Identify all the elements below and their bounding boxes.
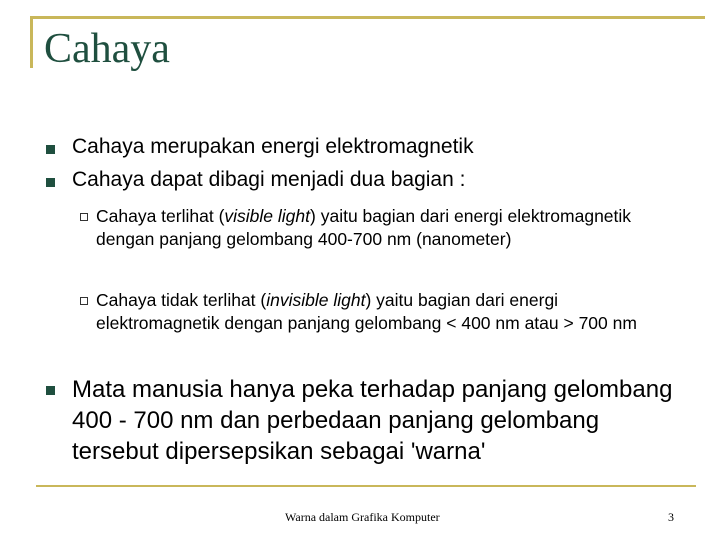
sub-bullet-2-post: ) yaitu bagian dari energi elektromagnetik dengan panjang gelombang < 400 nm atau > 700 nm — [96, 290, 637, 333]
sub-bullet-1-pre: Cahaya terlihat ( — [96, 206, 225, 226]
bullet-square-icon — [46, 145, 55, 154]
sub-bullet-1-italic: visible light — [224, 206, 311, 226]
bullet-square-icon — [46, 178, 55, 187]
top-border-line — [30, 16, 705, 19]
sub-bullet-2-italic: invisible light — [266, 290, 366, 310]
footer-title: Warna dalam Grafika Komputer — [285, 510, 440, 524]
slide-title: Cahaya — [44, 26, 170, 72]
bullet-1-text: Cahaya merupakan energi elektromagnetik — [72, 135, 474, 158]
bullet-square-icon — [46, 386, 55, 395]
page-number: 3 — [668, 510, 674, 524]
footer-divider — [36, 485, 696, 487]
bullet-2-text: Cahaya dapat dibagi menjadi dua bagian : — [72, 168, 466, 191]
sub-bullet-2-pre: Cahaya tidak terlihat ( — [96, 290, 267, 310]
sub-bullet-1-text — [96, 205, 686, 251]
sub-bullet-1-post: ) yaitu bagian dari energi elektromagnetik dengan panjang gelombang 400-700 nm (nanometer) — [96, 206, 632, 249]
sub-bullet-square-icon — [80, 213, 88, 221]
sub-bullet-square-icon — [80, 297, 88, 305]
sub-bullet-2-text — [96, 289, 686, 335]
left-border-line — [30, 18, 33, 68]
bullet-3-text: Mata manusia hanya peka terhadap panjang gelombang 400 - 700 nm dan perbedaan panjang gelombang tersebut dipersepsikan sebagai 'warna' — [72, 376, 673, 465]
